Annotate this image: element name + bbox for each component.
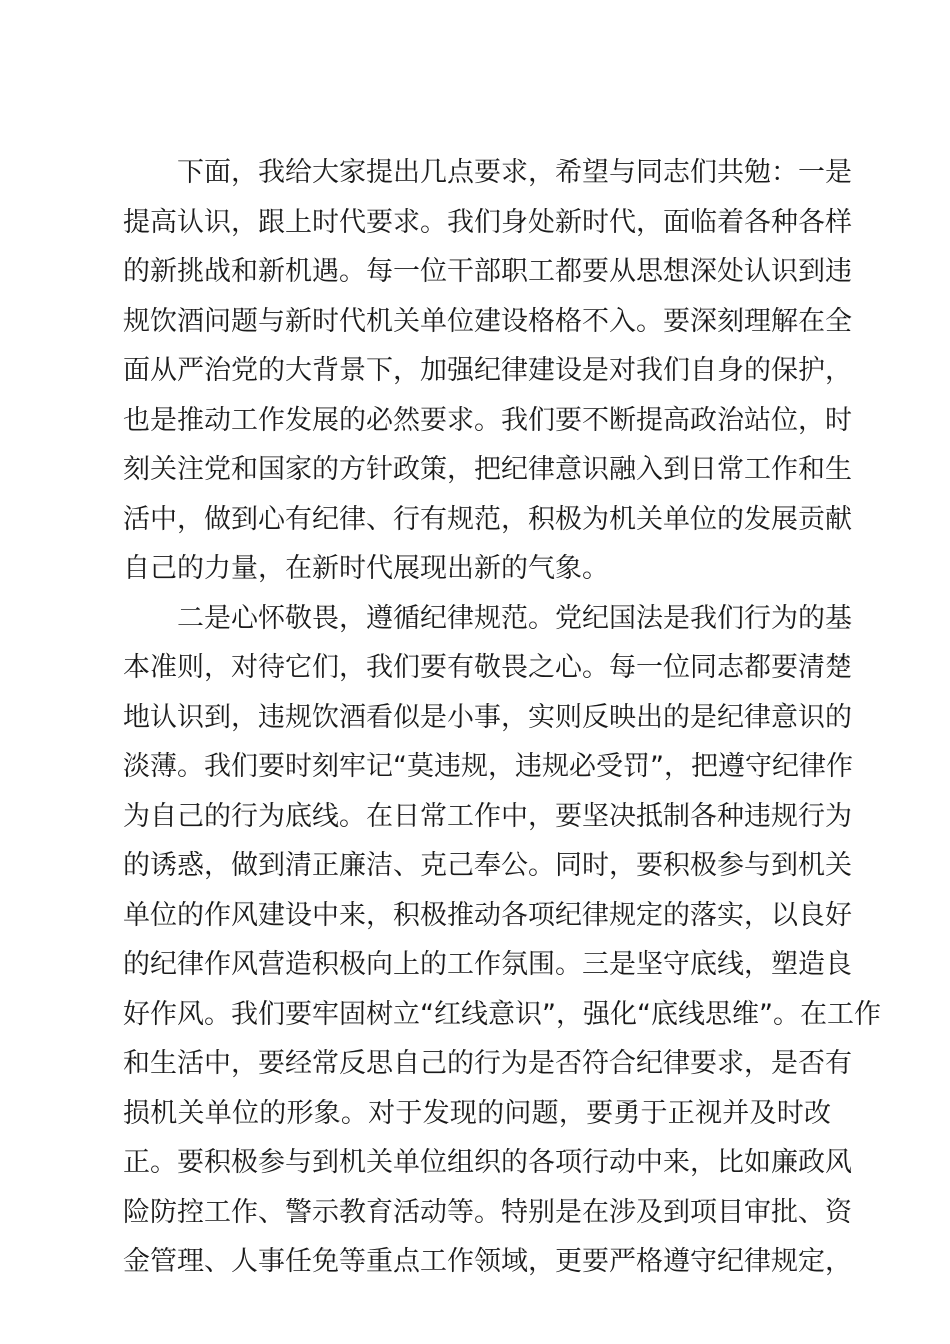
text-line: 好作风。我们要牢固树立“红线意识”，强化“底线思维”。在工作 xyxy=(123,998,881,1030)
text-line: 险防控工作、警示教育活动等。特别是在涉及到项目审批、资 xyxy=(123,1196,852,1228)
paragraph-requirements-intro xyxy=(123,148,852,594)
text-line: 的新挑战和新机遇。每一位干部职工都要从思想深处认识到违 xyxy=(123,256,852,287)
text-line: 自己的力量，在新时代展现出新的气象。 xyxy=(123,553,609,584)
text-line: 正。要积极参与到机关单位组织的各项行动中来，比如廉政风 xyxy=(123,1147,852,1178)
text-line: 活中，做到心有纪律、行有规范，积极为机关单位的发展贡献 xyxy=(123,503,852,535)
document-body xyxy=(123,148,881,1287)
text-line: 金管理、人事任免等重点工作领域，更要严格遵守纪律规定， xyxy=(123,1246,852,1277)
text-line: 的纪律作风营造积极向上的工作氛围。三是坚守底线，塑造良 xyxy=(123,949,852,980)
text-line: 地认识到，违规饮酒看似是小事，实则反映出的是纪律意识的 xyxy=(123,701,852,733)
text-line: 规饮酒问题与新时代机关单位建设格格不入。要深刻理解在全 xyxy=(123,305,852,337)
text-line: 本准则，对待它们，我们要有敬畏之心。每一位同志都要清楚 xyxy=(123,652,852,683)
text-line: 的诱惑，做到清正廉洁、克己奉公。同时，要积极参与到机关 xyxy=(123,850,852,881)
text-line: 也是推动工作发展的必然要求。我们要不断提高政治站位，时 xyxy=(123,404,852,436)
paragraph-discipline-norms xyxy=(123,594,881,1287)
text-line: 损机关单位的形象。对于发现的问题，要勇于正视并及时改 xyxy=(123,1097,831,1129)
text-line: 为自己的行为底线。在日常工作中，要坚决抵制各种违规行为 xyxy=(123,800,852,832)
text-line: 面从严治党的大背景下，加强纪律建设是对我们自身的保护， xyxy=(123,355,852,386)
text-line: 下面，我给大家提出几点要求，希望与同志们共勉：一是 xyxy=(177,157,852,188)
text-line: 提高认识，跟上时代要求。我们身处新时代，面临着各种各样 xyxy=(123,206,852,238)
text-line: 和生活中，要经常反思自己的行为是否符合纪律要求，是否有 xyxy=(123,1048,852,1079)
text-line: 淡薄。我们要时刻牢记“莫违规，违规必受罚”，把遵守纪律作 xyxy=(123,751,853,782)
text-line: 刻关注党和国家的方针政策，把纪律意识融入到日常工作和生 xyxy=(123,454,852,485)
text-line: 二是心怀敬畏，遵循纪律规范。党纪国法是我们行为的基 xyxy=(177,602,852,634)
text-line: 单位的作风建设中来，积极推动各项纪律规定的落实，以良好 xyxy=(123,899,852,931)
